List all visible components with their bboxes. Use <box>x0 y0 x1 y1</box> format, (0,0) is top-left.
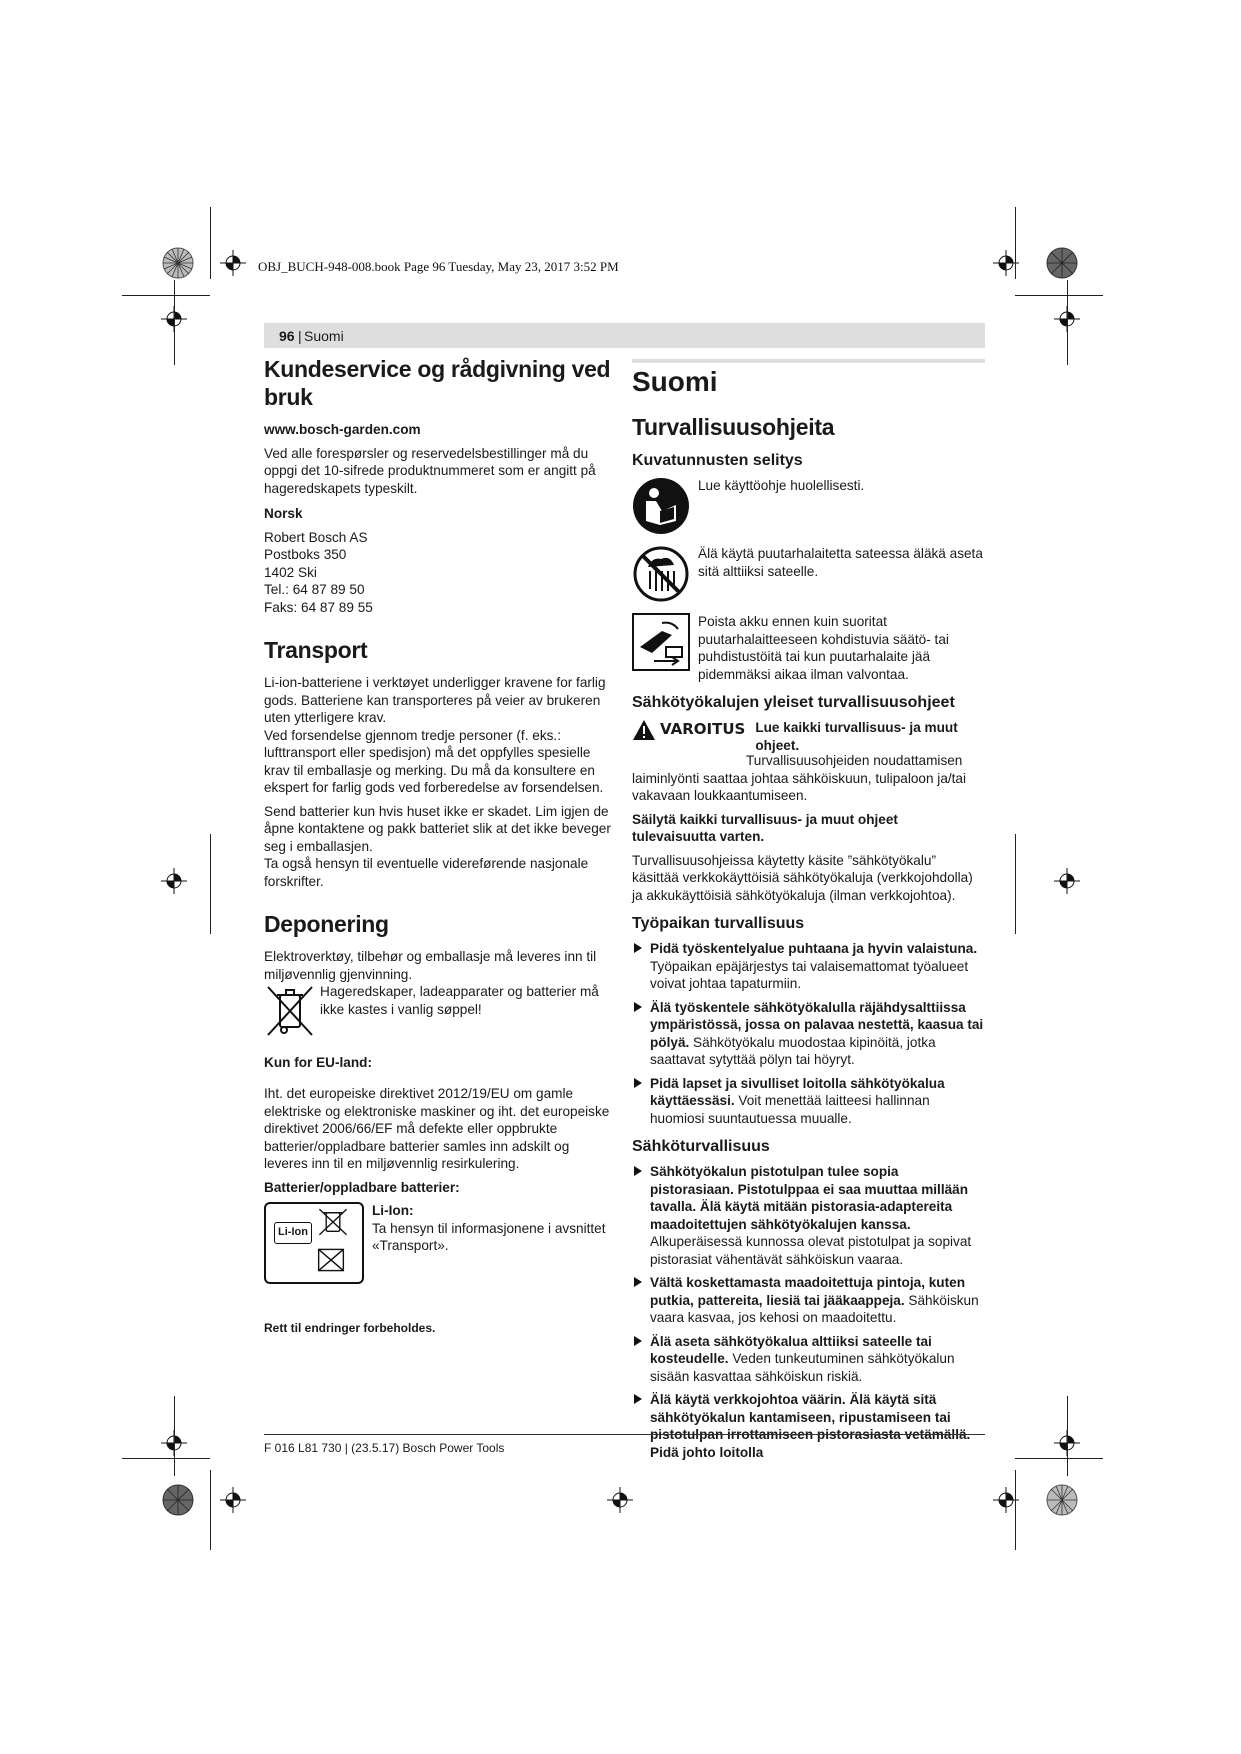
crop-mark <box>174 1396 175 1476</box>
service-country: Norsk <box>264 506 303 521</box>
battery-title: Batterier/oppladbare batterier: <box>264 1179 460 1195</box>
liion-row <box>264 1202 612 1284</box>
elec-item-bold: Vältä koskettamasta maadoitettuja pintoja, kuten putkia, pattereita, liesiä tai jääkaappeja. <box>650 1275 966 1308</box>
symbols-title: Kuvatunnusten selitys <box>632 452 803 469</box>
safety-title: Turvallisuusohjeita <box>632 414 835 440</box>
work-item-text: Työpaikan epäjärjestys tai valaisemattomat työalueet voivat johtaa tapaturmiin. <box>650 958 969 991</box>
bullet-arrow-icon <box>634 1166 642 1176</box>
crossed-bin-icon <box>264 983 316 1044</box>
bin-text: Hageredskaper, ladeapparater og batterier må ikke kastes i vanlig søppel! <box>320 984 599 1017</box>
disposal-p1: Elektroverktøy, tilbehør og emballasje må leveres inn til miljøvennlig gjenvinning. <box>264 949 597 982</box>
service-intro: Ved alle forespørsler og reservedelsbestillinger må du oppgi det 10-sifrede produktnummeret som er angitt på hageredskapets typeskilt. <box>264 445 596 496</box>
bullet-arrow-icon <box>634 1002 642 1012</box>
crop-mark <box>1015 295 1103 296</box>
warning-bold: Lue kaikki turvallisuus- ja muut ohjeet. <box>755 720 958 753</box>
left-column <box>264 355 612 1344</box>
crop-mark <box>210 207 211 279</box>
bullet-arrow-icon <box>634 1394 642 1404</box>
crop-mark <box>210 834 211 934</box>
warning-badge <box>632 719 745 741</box>
page-footer: F 016 L81 730 | (23.5.17) Bosch Power Tools <box>264 1434 985 1455</box>
work-item-text: Sähkötyökalu muodostaa kipinöitä, jotka saattavat sytyttää pölyn tai höyryt. <box>650 1034 936 1067</box>
general-title: Sähkötyökalujen yleiset turvallisuusohjeet <box>632 694 955 711</box>
elec-item-text: Sähköiskun vaara kasvaa, jos kehosi on maadoitettu. <box>650 1292 979 1325</box>
warning-label: VAROITUS <box>660 720 746 739</box>
work-item-bold: Älä työskentele sähkötyökalulla räjähdysalttiissa ympäristössä, jossa on palavaa nestettä, kaasua tai pölyä. <box>650 999 984 1050</box>
eu-text: Iht. det europeiske direktivet 2012/19/EU om gamle elektriske og elektroniske maskiner og iht. det europeiske direktivet 2006/66/EF må defekte eller oppbrukte batterier/oppladbare batterier samles inn adskilt og leveres inn til en miljøvennlig resirkulering. <box>264 1086 610 1171</box>
crop-mark <box>122 295 210 296</box>
registration-rosette-icon <box>162 1484 194 1516</box>
work-item-text: Voit menettää laitteesi hallinnan huomiosi suuntautuessa muualle. <box>650 1093 930 1126</box>
service-url[interactable]: www.bosch-garden.com <box>264 422 421 437</box>
recycle-icon <box>316 1246 346 1279</box>
transport-title: Transport <box>264 637 368 663</box>
crop-mark <box>1015 207 1016 279</box>
address-line: Postboks 350 <box>264 547 347 562</box>
right-column <box>632 359 985 1467</box>
address-line: Robert Bosch AS <box>264 529 368 545</box>
bullet-arrow-icon <box>634 1277 642 1287</box>
crop-mark <box>1067 1396 1068 1476</box>
remove-battery-icon <box>632 613 690 671</box>
address-line: Faks: 64 87 89 55 <box>264 599 373 615</box>
crop-mark <box>174 280 175 365</box>
eu-title: Kun for EU-land: <box>264 1054 372 1070</box>
keep-instructions: Säilytä kaikki turvallisuus- ja muut ohjeet tulevaisuutta varten. <box>632 811 898 844</box>
bullet-arrow-icon <box>634 1336 642 1346</box>
liion-text: Ta hensyn til informasjonene i avsnittet «Transport». <box>372 1220 606 1253</box>
page-number: 96 <box>279 328 295 344</box>
elec-item <box>632 1274 985 1327</box>
warning-triangle-icon <box>632 719 656 741</box>
read-manual-icon <box>632 477 690 535</box>
elec-item <box>632 1163 985 1268</box>
crop-mark <box>1015 834 1016 934</box>
symbol-row <box>632 613 985 683</box>
crossed-bin-icon <box>316 1207 350 1242</box>
liion-info <box>372 1202 612 1255</box>
bin-row <box>264 983 612 1044</box>
work-item <box>632 999 985 1069</box>
warning-text: Turvallisuusohjeiden noudattamisen laiminlyönti saattaa johtaa sähköiskuun, tulipaloon ja/tai vakavaan loukkaantumiseen. <box>632 753 967 803</box>
elec-item-bold: Sähkötyökalun pistotulpan tulee sopia pistorasiaan. Pistotulppaa ei saa muuttaa millään tavalla. Älä käytä mitään pistorasia-adaptereita maadoitettujen sähkötyökalujen kanssa. <box>650 1164 969 1232</box>
term-text: Turvallisuusohjeissa käytetty käsite ”sähkötyökalu” käsittää verkkokäyttöisiä sähkötyökaluja (verkkojohdolla) ja akkukäyttöisiä sähkötyökaluja (ilman verkkojohtoa). <box>632 852 973 903</box>
registration-rosette-icon <box>162 247 194 279</box>
no-rain-icon <box>632 545 690 603</box>
disposal-title: Deponering <box>264 911 389 937</box>
registration-rosette-icon <box>1046 247 1078 279</box>
crosshair-icon <box>161 868 187 894</box>
elec-item-text: Veden tunkeutuminen sähkötyökalun sisään kasvattaa sähköiskun riskiä. <box>650 1351 955 1384</box>
elec-item <box>632 1333 985 1386</box>
crop-mark <box>1015 1458 1103 1459</box>
warning-block <box>632 719 985 805</box>
address-line: Tel.: 64 87 89 50 <box>264 582 365 597</box>
transport-p3: Send batterier kun hvis huset ikke er skadet. Lim igjen de åpne kontaktene og pakk batteriet slik at det ikke beveger seg i emballasjen. <box>264 803 611 854</box>
symbol3-text: Poista akku ennen kuin suoritat puutarhalaitteeseen kohdistuvia säätö- tai puhdistustöitä tai kun puutarhalaite jää pidemmäksi aikaa ilman valvontaa. <box>698 614 949 682</box>
elec-item-bold: Älä aseta sähkötyökalua alttiiksi sateelle tai kosteudelle. <box>650 1333 932 1366</box>
crop-mark <box>122 1458 210 1459</box>
transport-p4: Ta også hensyn til eventuelle videreførende nasjonale forskrifter. <box>264 856 589 889</box>
work-item-bold: Pidä työskentelyalue puhtaana ja hyvin valaistuna. <box>650 941 978 956</box>
transport-p2: Ved forsendelse gjennom tredje personer (f. eks.: lufttransport eller spedisjon) må det oppfylles spesielle krav til emballasje og merking. Du må da konsultere en ekspert for farlig gods ved forberedelse av forsendelsen. <box>264 727 604 795</box>
symbol1-text: Lue käyttöohje huolellisesti. <box>698 478 865 493</box>
symbol2-text: Älä käytä puutarhalaitetta sateessa äläkä aseta sitä alttiiksi sateelle. <box>698 546 983 579</box>
crosshair-icon <box>607 1487 633 1513</box>
elec-title: Sähköturvallisuus <box>632 1138 770 1155</box>
crosshair-icon <box>1054 868 1080 894</box>
work-title: Työpaikan turvallisuus <box>632 915 805 932</box>
crosshair-icon <box>220 1487 246 1513</box>
elec-item-bold: Älä käytä verkkojohtoa väärin. Älä käytä sitä sähkötyökalun kantamiseen, ripustamiseen tai pistotulpan irrottamiseen pistorasiasta vetämällä. Pidä johto loitolla <box>650 1392 971 1460</box>
service-title: Kundeservice og rådgivning ved bruk <box>264 356 611 410</box>
symbol-row <box>632 545 985 603</box>
symbol-row <box>632 477 985 535</box>
elec-item-text: Alkuperäisessä kunnossa olevat pistotulpat ja sopivat pistorasiat vähentävät sähköiskun vaaraa. <box>650 1234 972 1267</box>
header-section: Suomi <box>304 328 344 344</box>
registration-rosette-icon <box>1046 1484 1078 1516</box>
print-meta: OBJ_BUCH-948-008.book Page 96 Tuesday, May 23, 2017 3:52 PM <box>258 259 619 274</box>
service-address <box>264 529 612 617</box>
crop-mark <box>210 1470 211 1550</box>
reserve-note: Rett til endringer forbeholdes. <box>264 1321 436 1335</box>
work-item <box>632 1075 985 1128</box>
header-separator: | <box>298 328 302 344</box>
lang-title: Suomi <box>632 366 718 397</box>
work-item <box>632 940 985 993</box>
transport-p1: Li-ion-batteriene i verktøyet underligger kravene for farlig gods. Batteriene kan transporteres på veier av brukeren uten ytterligere krav. <box>264 675 606 725</box>
address-line: 1402 Ski <box>264 564 317 580</box>
crop-mark <box>1015 1470 1016 1550</box>
liion-title: Li-Ion: <box>372 1203 414 1218</box>
work-item-bold: Pidä lapset ja sivulliset loitolla sähkötyökalua käyttäessäsi. <box>650 1075 945 1108</box>
bullet-arrow-icon <box>634 1078 642 1088</box>
liion-label: Li-Ion <box>274 1222 312 1244</box>
crop-mark <box>1067 280 1068 365</box>
bullet-arrow-icon <box>634 943 642 953</box>
crosshair-icon <box>220 250 246 276</box>
liion-box <box>264 1202 364 1284</box>
page-header <box>264 323 985 348</box>
